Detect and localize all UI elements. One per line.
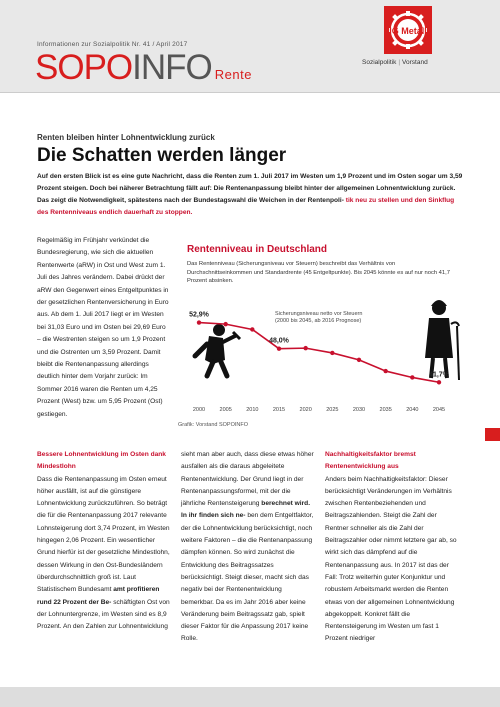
gear-icon	[388, 10, 428, 50]
body-column-2	[181, 449, 315, 646]
data-point-2005	[223, 322, 227, 326]
logo-letters: IG Metall	[389, 26, 427, 36]
header-divider	[0, 92, 500, 93]
subheading-mindestlohn: Bessere Lohnentwicklung im Osten dank Mindestlohn	[37, 451, 166, 471]
col1-text-2: schäftigten Ost von der Lohnuntergrenze, im Westen sind es 8,9 Prozent. An den Zahlen zur Lohnentwicklung	[37, 598, 170, 631]
col2-text: sieht man aber auch, dass diese etwas höher ausfallen als die daraus abgeleitete Rentenentwicklung. Der Grund liegt in der Rentenanpassungsformel, mit der die jährliche Rentensteigerung	[181, 451, 314, 508]
elderly-person-icon	[425, 300, 459, 380]
footer-bar	[0, 687, 500, 707]
chart-annotation: Sicherungsniveau netto vor Steuern	[275, 311, 363, 317]
col1-text: Dass die Rentenanpassung im Osten erneut höher ausfällt, ist auf die günstigere Lohnentwicklung zurückzuführen. So beträgt die für die Rentenanpassung 2017 relevante Lohnsteigerung dort 3,74 Prozent, im Westen hingegen 2,06 Prozent. Ein wesentlicher Grund hierfür ist der gesetzliche Mindestlohn, dessen Wirkung in den Ost-Bundesländern überdurchschnittlich groß ist. Laut Statistischem Bundesamt	[37, 475, 170, 594]
brand-left: Sozialpolitik	[362, 59, 397, 66]
body-column-3	[325, 449, 459, 646]
mast-sopo: SOPO	[35, 48, 133, 87]
x-tick-label: 2020	[299, 407, 312, 413]
series-line	[199, 323, 439, 383]
x-tick-label: 2040	[406, 407, 419, 413]
data-point-2040	[410, 375, 414, 379]
masthead	[0, 0, 500, 92]
subheading-nachhaltigkeit: Nachhaltigkeitsfaktor bremst Rentenentwicklung aus	[325, 451, 416, 471]
x-tick-label: 2030	[352, 407, 366, 413]
data-point-2010	[250, 327, 254, 331]
x-tick-label: 2025	[326, 407, 339, 413]
intro-column: Regelmäßig im Frühjahr verkündet die Bundesregierung, wie sich die aktuellen Rentenwerte (aRW) in Ost und West zum 1. Juli des Jahres verändern. Dabei drückt der aRW den Gegenwert eines Entgeltpunktes in der gesetzlichen Rentenversicherung in Euro aus. Ab dem 1. Juli 2017 liegt er im Westen bei 31,03 Euro und im Osten bei 29,69 Euro – die Westrenten steigen so um 1,9 Prozent und die Ostrenten um 3,59 Prozent. Damit bleibt die Rentenanpassung allerdings deutlich hinter dem Vorjahr zurück: Im Sommer 2016 waren die Renten um 4,25 Prozent (West) bzw. um 5,95 Prozent (Ost) gestiegen.	[37, 237, 169, 418]
x-tick-label: 2010	[246, 407, 259, 413]
mast-info: INFO	[132, 48, 212, 87]
page-marker	[485, 428, 500, 441]
mast-rente: Rente	[214, 67, 252, 82]
brand-right: Vorstand	[402, 59, 428, 66]
col1-bold: amt profitieren rund 22 Prozent der Be-	[37, 586, 160, 606]
data-label: 52,9%	[189, 311, 209, 319]
x-tick-label: 2015	[272, 407, 286, 413]
x-tick-label: 2035	[379, 407, 392, 413]
data-label: 41,7%	[429, 371, 449, 379]
ig-metall-logo	[384, 6, 432, 54]
data-point-2025	[330, 351, 334, 355]
col3-text: Anders beim Nachhaltigkeitsfaktor: Dieser berücksichtigt Veränderungen im Verhältnis zwischen Rentenbeziehenden und Beitragszahlenden. Steigt die Zahl der Rentner schneller als die Zahl der Beitragszahler oder nimmt letztere gar ab, so wirkt sich das dämpfend auf die Rentenanpassung aus. In 2017 ist das der Fall: Trotz weiterhin guter Konjunktur und robustem Arbeitsmarkt werden die Renten etwas von der allgemeinen Lohnentwicklung abgekoppelt. Konkret fällt die Rentensteigerung im Westen um fast 1 Prozent niedriger	[325, 475, 457, 643]
data-point-2020	[303, 346, 307, 350]
masthead-title	[35, 50, 252, 93]
data-point-2015	[277, 346, 281, 350]
chart-title: Rentenniveau in Deutschland	[187, 244, 328, 255]
x-tick-label: 2045	[432, 407, 446, 413]
data-point-2030	[357, 358, 361, 362]
data-point-2000	[197, 320, 201, 324]
lead-highlight: tik neu zu stellen und den Sinkflug des Rentenniveaus endlich dauerhaft zu stoppen.	[37, 197, 455, 216]
x-tick-label: 2005	[219, 407, 232, 413]
lead-text: Auf den ersten Blick ist es eine gute Nachricht, dass die Renten zum 1. Juli 2017 im Westen um 1,9 Prozent und im Osten sogar um 3,59 Prozent steigen. Doch bei näherer Betrachtung fällt auf: Die Rentenanpassung bleibt hinter der allgemeinen Lohnentwicklung zurück. Das zeigt die Notwendigkeit, spätestens nach der Bundestagswahl die Weichen in der Rentenpoli-	[37, 173, 463, 204]
chart-description: Das Rentenniveau (Sicherungsniveau vor Steuern) beschreibt das Verhältnis von Durchschnittseinkommen und Standardrente (45 Entgeltpunkte). Bis 2045 könnte es auf nur noch 41,7 Prozent absinken.	[187, 261, 450, 284]
worker-figure-icon	[195, 324, 240, 376]
chart-source: Grafik: Vorstand SOPOINFO	[178, 422, 248, 428]
brand-line: Sozialpolitik | Vorstand	[362, 59, 428, 66]
article-title: Die Schatten werden länger	[37, 145, 287, 166]
data-point-2045	[437, 380, 441, 384]
body-column-1	[37, 449, 171, 633]
issue-line: Informationen zur Sozialpolitik Nr. 41 / April 2017	[37, 41, 188, 48]
line-chart	[177, 276, 465, 414]
x-tick-label: 2000	[192, 407, 206, 413]
col2-bold: berechnet wird. In ihr finden sich ne-	[181, 500, 311, 520]
chart-panel	[177, 236, 465, 414]
data-point-2035	[383, 369, 387, 373]
col2-text-2: ben dem Entgeltfaktor, der die Lohnentwicklung berücksichtigt, noch weitere Faktoren – die die Rentenanpassung dämpfen können. So wird zunächst die Entwicklung des Beitragssatzes berücksichtigt. Steigt dieser, macht sich das negativ bei der Rentenentwicklung bemerkbar. Da es im Jahr 2016 aber keine Veränderung beim Beitragssatz gab, spielt dieser Faktor für die Anpassung 2017 keine Rolle.	[181, 512, 314, 643]
article-lead	[37, 171, 467, 219]
chart-annotation-2: (2000 bis 2045, ab 2016 Prognose)	[275, 318, 362, 324]
data-label: 48,0%	[269, 337, 289, 345]
article-kicker: Renten bleiben hinter Lohnentwicklung zurück	[37, 133, 215, 142]
